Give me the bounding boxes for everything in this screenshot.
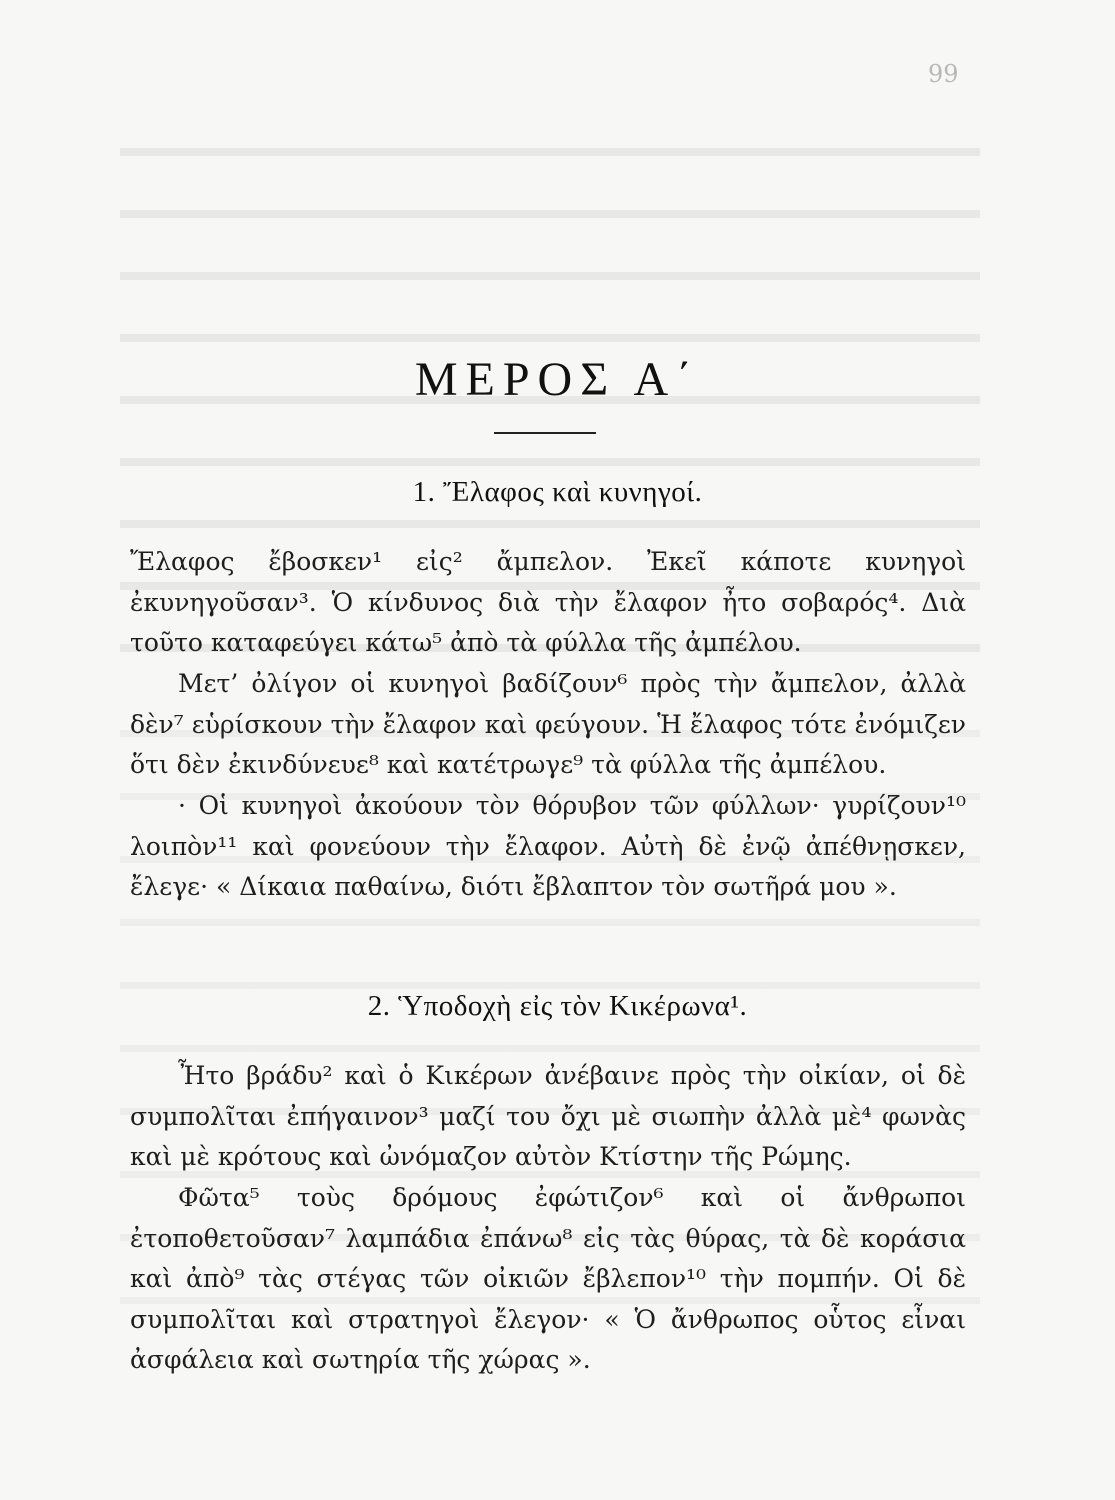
section-heading-1: 1. Ἔλαφος καὶ κυνηγοί. xyxy=(412,476,703,508)
section-1-paragraph-2: Μετ’ ὀλίγον οἱ κυνηγοὶ βαδίζουν⁶ πρὸς τὴν ἄμπελον, ἀλλὰ δὲν⁷ εὑρίσκουν τὴν ἔλαφον καὶ φεύγουν. Ἡ ἔλαφος τότε ἐνόμιζεν ὅτι δὲν ἐκινδύνευε⁸ καὶ κατέτρωγε⁹ τὰ φύλλα τῆς ἀμπέλου. xyxy=(130,669,966,779)
section-2-paragraph-1: Ἦτο βράδυ² καὶ ὁ Κικέρων ἀνέβαινε πρὸς τὴν οἰκίαν, οἱ δὲ συμπολῖται ἐπήγαινον³ μαζί του ὄχι μὲ σιωπὴν ἀλλὰ μὲ⁴ φωνὰς καὶ μὲ κρότους καὶ ὠνόμαζον αὐτὸν Κτίστην τῆς Ρώμης. xyxy=(130,1061,966,1171)
section-2-paragraph-2: Φῶτα⁵ τοὺς δρόμους ἐφώτιζον⁶ καὶ οἱ ἄνθρωποι ἐτοποθετοῦσαν⁷ λαμπάδια ἐπάνω⁸ εἰς τὰς θύρας, τὰ δὲ κοράσια καὶ ἀπὸ⁹ τὰς στέγας τῶν οἰκιῶν ἔβλεπον¹⁰ τὴν πομπήν. Οἱ δὲ συμπολῖται καὶ στρατηγοὶ ἔλεγον· « Ὁ ἄνθρωπος οὗτος εἶναι ἀσφάλεια καὶ σωτηρία τῆς χώρας ». xyxy=(130,1183,966,1374)
section-1-paragraph-1: Ἔλαφος ἔβοσκεν¹ εἰς² ἄμπελον. Ἐκεῖ κάποτε κυνηγοὶ ἐκυνηγοῦσαν³. Ὁ κίνδυνος διὰ τὴν ἔλαφον ἦτο σοβαρός⁴. Διὰ τοῦτο καταφεύγει κάτω⁵ ἀπὸ τὰ φύλλα τῆς ἀμπέλου. xyxy=(130,547,966,657)
section-1-paragraph-3: · Οἱ κυνηγοὶ ἀκούουν τὸν θόρυβον τῶν φύλλων· γυρίζουν¹⁰ λοιπὸν¹¹ καὶ φονεύουν τὴν ἔλαφον. Αὐτὴ δὲ ἐνῷ ἀπέθνῃσκεν, ἔλεγε· « Δίκαια παθαίνω, διότι ἔβλαπτον τὸν σωτῆρά μου ». xyxy=(130,791,966,901)
title-underline xyxy=(494,432,596,434)
page-number: 99 xyxy=(928,60,959,88)
section-heading-2: 2. Ὑποδοχὴ εἰς τὸν Κικέρωνα¹. xyxy=(367,990,748,1022)
part-title: ΜΕΡΟΣ Α΄ xyxy=(414,353,701,406)
